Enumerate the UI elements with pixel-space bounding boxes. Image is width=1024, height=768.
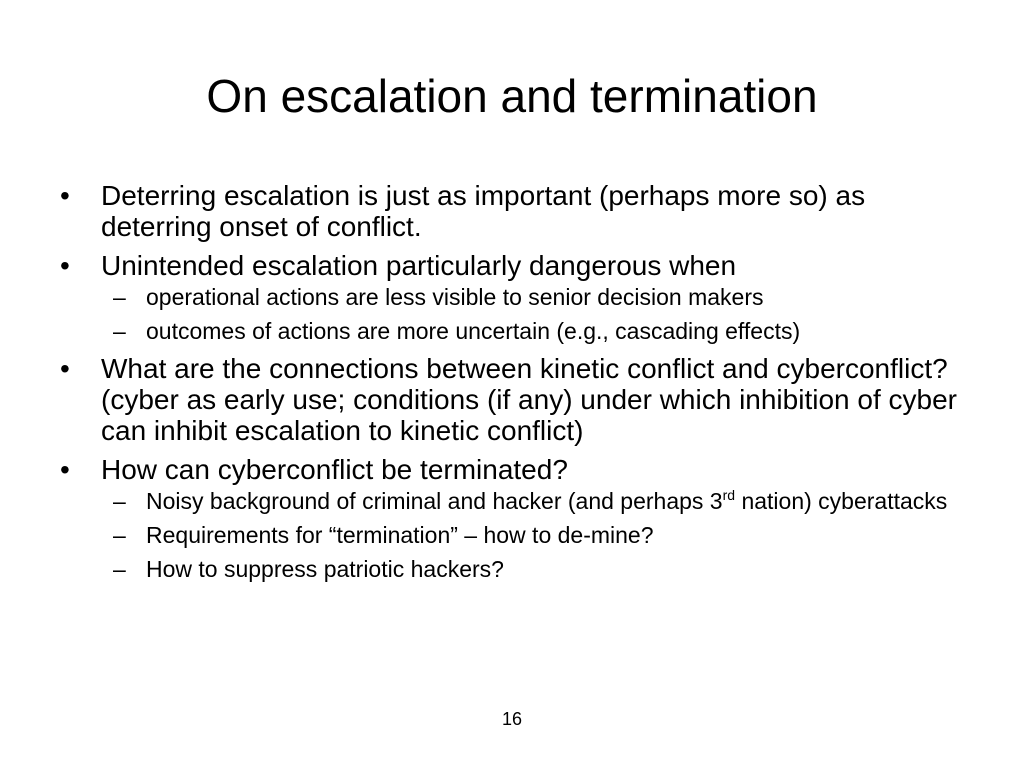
sub-bullet-glyph: – [113, 488, 126, 514]
bullet-list [60, 180, 980, 591]
bullet-text: What are the connections between kinetic conflict and cyberconflict? (cyber as early use; conditions (if any) under which inhibition of cyber can inhibit escalation to kinetic conflict) [101, 353, 957, 446]
bullet-text: Unintended escalation particularly dangerous when [101, 250, 737, 281]
bullet-item [60, 454, 980, 582]
bullet-glyph: • [60, 180, 70, 211]
bullet-item [60, 353, 980, 446]
sub-bullet-glyph: – [113, 318, 126, 344]
sub-bullet-item [101, 285, 980, 310]
sub-bullet-item [101, 489, 980, 514]
bullet-glyph: • [60, 250, 70, 281]
sub-bullet-text: outcomes of actions are more uncertain (e.g., cascading effects) [146, 318, 801, 344]
sub-bullet-item [101, 523, 980, 548]
bullet-glyph: • [60, 454, 70, 485]
sub-bullet-text: operational actions are less visible to senior decision makers [146, 284, 764, 310]
slide-title: On escalation and termination [206, 70, 818, 122]
sub-bullet-text-part: Noisy background of criminal and hacker (and perhaps 3 [146, 488, 723, 514]
sub-bullet-text-part: nation) cyberattacks [735, 488, 948, 514]
sub-bullet-glyph: – [113, 556, 126, 582]
sub-bullet-list [101, 489, 980, 582]
page-number: 16 [501, 709, 523, 729]
sub-bullet-glyph: – [113, 522, 126, 548]
sub-bullet-text: How to suppress patriotic hackers? [146, 556, 504, 582]
bullet-item [60, 250, 980, 344]
sub-bullet-item [101, 557, 980, 582]
bullet-text: Deterring escalation is just as important (perhaps more so) as deterring onset of conflict. [101, 180, 866, 242]
sub-bullet-item [101, 319, 980, 344]
sub-bullet-text: Requirements for “termination” – how to de-mine? [146, 522, 654, 548]
sub-bullet-text [146, 488, 947, 514]
bullet-glyph: • [60, 353, 70, 384]
sub-bullet-list [101, 285, 980, 344]
sub-bullet-glyph: – [113, 284, 126, 310]
bullet-text: How can cyberconflict be terminated? [101, 454, 568, 485]
ordinal-superscript: rd [722, 487, 736, 503]
bullet-item [60, 180, 980, 242]
